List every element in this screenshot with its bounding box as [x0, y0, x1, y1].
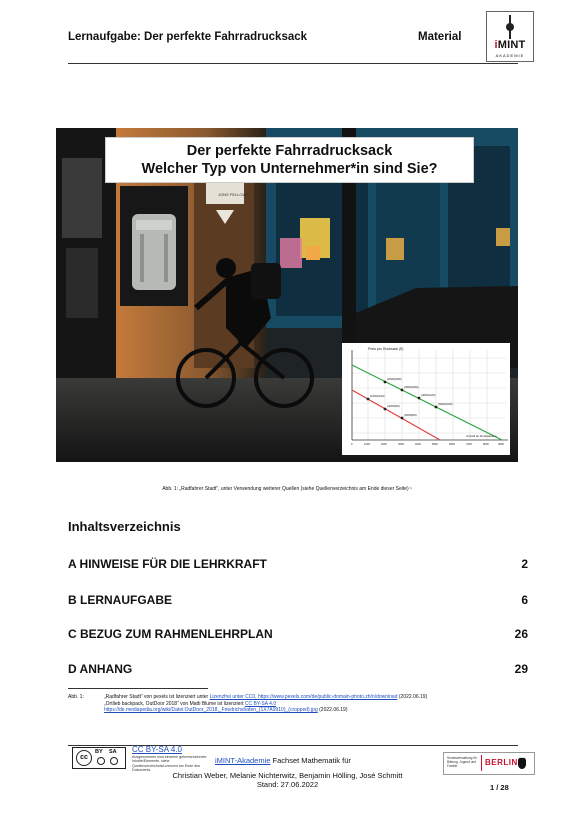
inset-point-label: (4000|90) — [387, 404, 400, 408]
share-alike-icon — [110, 757, 118, 765]
senate-text: Senatsverwaltung für Bildung, Jugend und Familie — [447, 756, 477, 769]
inset-point-label: (2000|180) — [387, 377, 402, 381]
toc-item-page: 29 — [514, 662, 528, 676]
banner-subtitle: Welcher Typ von Unternehmer*in sind Sie? — [141, 161, 438, 177]
berlin-senate-logo — [443, 752, 535, 775]
inset-x-tick: 3000 — [398, 443, 404, 446]
inset-point-label: (6000|100) — [438, 402, 453, 406]
cover-banner — [105, 137, 474, 183]
footer-academy: iMINT-Akademie Fachset Mathematik für — [215, 756, 351, 765]
footnote-source-link[interactable]: https://de.mediapedia.org/wiki/Datei:OutDoor_2018,_Friedrichshafen_(1X7A9910)_(cropped).jpg — [104, 707, 318, 713]
cc-icon: cc — [76, 750, 92, 766]
toc-item-page: 2 — [521, 557, 528, 571]
license-note: Ausgenommen sind einzelne gekennzeichnete Inhalte/Elemente, siehe Quellenverzeichnis/Lizenzen am Ende des Dokuments. — [132, 755, 207, 773]
toc-item-label: A HINWEISE FÜR DIE LEHRKRAFT — [68, 557, 267, 571]
logo-word: iMINT — [494, 39, 526, 51]
logo-subtitle: AKADEMIE — [495, 53, 525, 58]
toc-item-label: D ANHANG — [68, 662, 133, 676]
inset-x-tick: 7000 — [466, 443, 472, 446]
footer-date: Stand: 27.06.2022 — [256, 780, 319, 789]
academy-link[interactable]: iMINT-Akademie — [215, 756, 271, 765]
page-number: 1 / 28 — [490, 783, 509, 792]
inset-x-tick: 2000 — [381, 443, 387, 446]
inset-x-tick: 4000 — [415, 443, 421, 446]
toc-item-page: 26 — [514, 627, 528, 641]
inset-x-tick: 9000 — [498, 443, 504, 446]
inset-x-tick: 6000 — [449, 443, 455, 446]
cc-license-badge — [72, 747, 126, 769]
material-label: Material — [418, 31, 462, 43]
toc-item-page: 6 — [521, 593, 528, 607]
header-divider — [68, 63, 518, 64]
toc-item-label: B LERNAUFGABE — [68, 593, 172, 607]
inset-point-label: (4000|120) — [421, 393, 436, 397]
imint-logo — [486, 11, 534, 62]
inset-point-label: (3000|150) — [404, 385, 419, 389]
inset-point-label: (3000|60) — [404, 413, 417, 417]
toc-item-label: C BEZUG ZUM RAHMENLEHRPLAN — [68, 627, 273, 641]
footnote-link[interactable]: Lizenzfrei unter CC0, https://www.pexels.com/de/public-domain-photo.zh/n/download — [209, 694, 398, 700]
footer-authors: Christian Weber, Melanie Nichterwitz, Benjamin Hölling, José Schmitt — [172, 771, 403, 780]
document-title: Lernaufgabe: Der perfekte Fahrradrucksack — [68, 31, 308, 43]
attribution-icon — [97, 757, 105, 765]
toc-heading: Inhaltsverzeichnis — [68, 519, 181, 534]
footnote-divider — [68, 688, 208, 689]
berlin-wordmark: BERLIN — [485, 758, 518, 767]
inset-chart-xlabel: Anzahl an Rucksäcken — [466, 434, 497, 438]
license-link[interactable]: CC BY-SA 4.0 — [132, 745, 182, 754]
inset-x-tick: 5000 — [432, 443, 438, 446]
inset-chart-title: Preis pro Rucksack (€) — [368, 347, 404, 351]
banner-title: Der perfekte Fahrradrucksack — [186, 143, 393, 159]
inset-x-tick: 1000 — [364, 443, 370, 446]
inset-point-label: (1000|120) — [370, 394, 385, 398]
figure-caption: Abb. 1: „Radfahrer Stadt“, unter Verwendung weiterer Quellen (siehe Quellenverzeichnis am Ende dieser Seite) ¹ — [162, 486, 412, 492]
inset-x-tick: 8000 — [483, 443, 489, 446]
footnote-label: Abb. 1: — [68, 694, 84, 700]
shop-sign: JONS FELLOWS — [218, 192, 249, 197]
cc-by-label: BY — [95, 749, 103, 755]
bear-icon — [516, 756, 528, 770]
footnote-license-link[interactable]: CC BY-SA 4.0 — [244, 700, 277, 707]
cc-sa-label: SA — [109, 749, 117, 755]
inset-x-tick: 0 — [351, 443, 353, 446]
footnote-text: „Radfahrer Stadt“ von pexels ist lizenziert unter Lizenzfrei unter CC0, https://www.pexels.com/de/public-domain-photo.zh/n/download (2022.06.19) „Ortlieb backpack, OutDoor 2018“ von Matti Blume ist lizenziert CC BY-SA 4.0 https://de.mediapedia.org/wiki/Datei:OutDoor_2018,_Friedrichshafen_(1X7A9910)_(cropped).jpg (2022.06.19) — [104, 694, 428, 713]
inset-price-chart — [342, 343, 510, 455]
